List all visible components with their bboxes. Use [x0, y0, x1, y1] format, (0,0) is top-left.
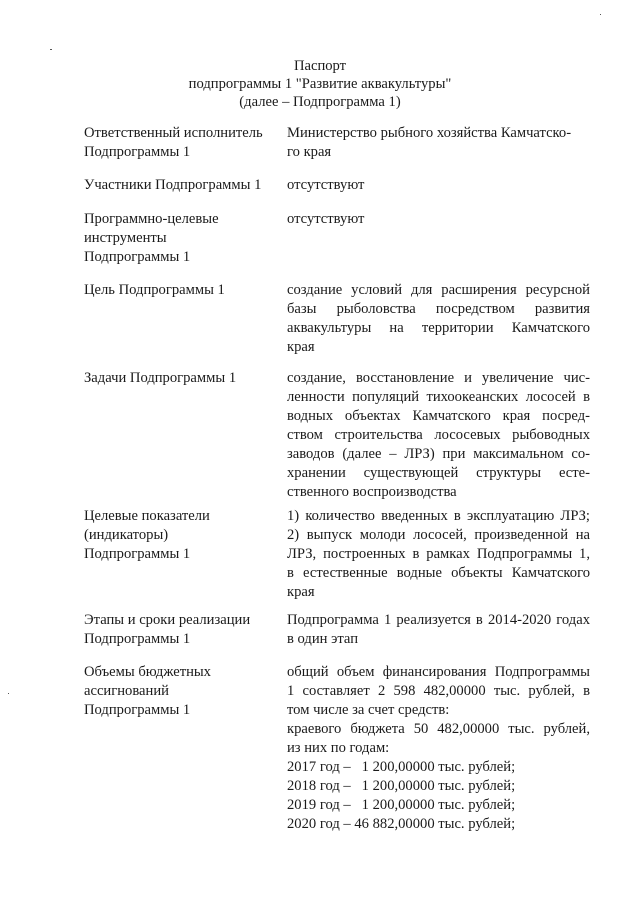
- scan-speck: [50, 49, 52, 50]
- row-label: Целевые показатели (индикаторы) Подпрограммы 1: [84, 508, 210, 562]
- row-label: Ответственный исполнитель Подпрограммы 1: [84, 125, 263, 160]
- row-value: общий объем финансирования Подпрограммы 1 составляет 2 598 482,00000 тыс. рублей, в том числе за счет средств: краевого бюджета 50 482,00000 тыс. рублей, из них по годам: 2017 год – 1 200,00000 тыс. рублей; 2018 год – 1 200,00000 тыс. рублей; 2019 год – 1 200,00000 тыс. рублей; 2020 год – 46 882,00000 тыс. рублей;: [287, 664, 590, 832]
- row-label: Цель Подпрограммы 1: [84, 282, 225, 298]
- row-label: Этапы и сроки реализации Подпрограммы 1: [84, 612, 251, 647]
- row-value: создание условий для расширения ресурсной базы рыболовства посредством развития аквакультуры на территории Камчатского края: [287, 282, 590, 355]
- title-line-3: (далее – Подпрограмма 1): [239, 94, 401, 110]
- row-value: 1) количество введенных в эксплуатацию ЛРЗ; 2) выпуск молоди лососей, произведенной на ЛРЗ, построенных в рамках Подпрограммы 1, в естественные водные объекты Камчатского края: [287, 508, 590, 600]
- row-label: Участники Подпрограммы 1: [84, 177, 262, 193]
- row-label: Объемы бюджетных ассигнований Подпрограммы 1: [84, 664, 211, 718]
- scan-speck: [8, 693, 9, 694]
- passport-title: [0, 57, 640, 111]
- row-value: создание, восстановление и увеличение чис- ленности популяций тихоокеанских лососей в водных объектах Камчатского края посред- ством строительства лососевых рыбоводных заводов (далее – ЛРЗ) при максимальном со- хранении существующей структуры есте- ственного воспроизводства: [287, 370, 590, 500]
- title-line-1: Паспорт: [293, 58, 347, 74]
- row-label: Программно-целевые инструменты Подпрограммы 1: [84, 211, 219, 265]
- scan-speck: [600, 14, 601, 15]
- row-label: Задачи Подпрограммы 1: [84, 370, 237, 386]
- row-value: Министерство рыбного хозяйства Камчатско- го края: [287, 125, 572, 160]
- title-line-2: подпрограммы 1 "Развитие аквакультуры": [188, 76, 452, 92]
- row-value: отсутствуют: [287, 177, 365, 193]
- row-value: Подпрограмма 1 реализуется в 2014-2020 годах в один этап: [287, 612, 590, 647]
- row-value: отсутствуют: [287, 211, 365, 227]
